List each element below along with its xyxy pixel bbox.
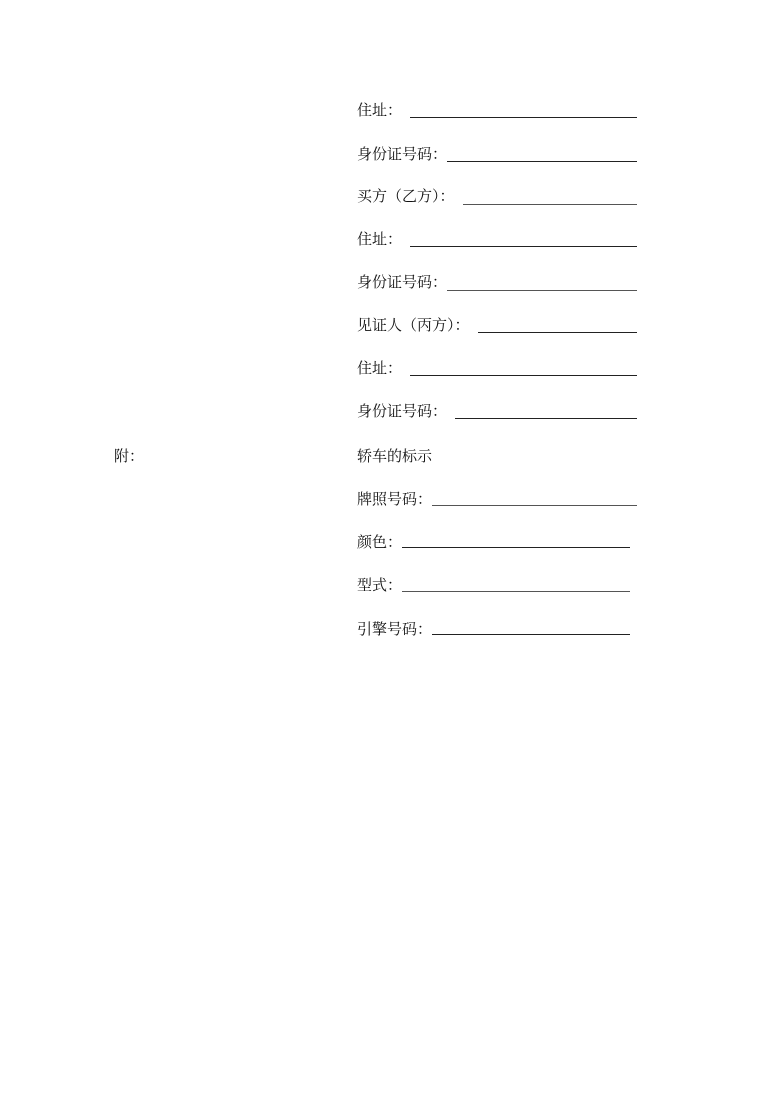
- plate-row: [357, 489, 639, 513]
- witness-id-label: 身份证号码：: [357, 402, 448, 420]
- engine-label: 引擎号码：: [357, 620, 433, 638]
- seller-address-row: [357, 100, 639, 124]
- plate-field[interactable]: [432, 505, 637, 506]
- witness-id-field[interactable]: [455, 418, 637, 419]
- buyer-id-row: [357, 272, 639, 296]
- seller-id-label: 身份证号码：: [357, 145, 448, 163]
- model-label: 型式：: [357, 576, 403, 594]
- color-field[interactable]: [402, 547, 630, 548]
- buyer-address-field[interactable]: [410, 246, 637, 247]
- witness-address-row: [357, 358, 639, 382]
- color-row: [357, 532, 639, 556]
- witness-party-row: [357, 315, 639, 339]
- buyer-address-label: 住址：: [357, 230, 403, 248]
- witness-id-row: [357, 401, 639, 425]
- buyer-address-row: [357, 229, 639, 253]
- attachment-title: 轿车的标示: [357, 447, 433, 465]
- engine-row: [357, 619, 639, 643]
- seller-id-row: [357, 144, 639, 168]
- model-row: [357, 575, 639, 599]
- engine-field[interactable]: [432, 634, 630, 635]
- seller-address-field[interactable]: [410, 117, 637, 118]
- attachment-label: 附：: [114, 447, 145, 465]
- plate-label: 牌照号码：: [357, 490, 433, 508]
- buyer-id-label: 身份证号码：: [357, 273, 448, 291]
- seller-address-label: 住址：: [357, 101, 403, 119]
- witness-address-label: 住址：: [357, 359, 403, 377]
- witness-party-label: 见证人（丙方）：: [357, 316, 470, 334]
- buyer-party-row: [357, 186, 639, 210]
- buyer-party-field[interactable]: [463, 204, 637, 205]
- witness-party-field[interactable]: [478, 332, 637, 333]
- buyer-party-label: 买方（乙方）：: [357, 187, 455, 205]
- witness-address-field[interactable]: [410, 375, 637, 376]
- buyer-id-field[interactable]: [447, 290, 637, 291]
- attachment-title-row: [357, 446, 639, 470]
- color-label: 颜色：: [357, 533, 403, 551]
- model-field[interactable]: [402, 591, 630, 592]
- seller-id-field[interactable]: [447, 161, 637, 162]
